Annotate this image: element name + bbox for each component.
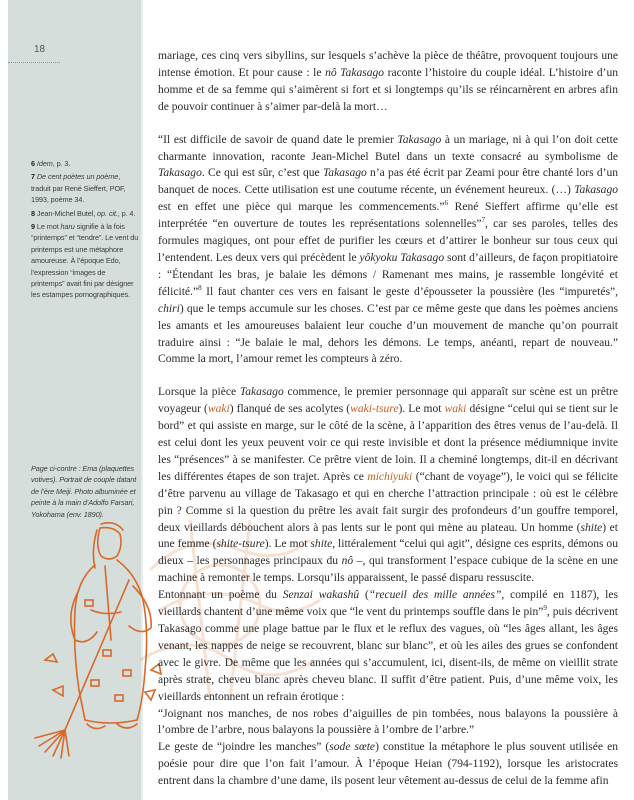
footnote-number: 7 bbox=[31, 172, 37, 182]
highlighted-term: waki bbox=[207, 403, 230, 416]
italic-term: shite bbox=[310, 538, 333, 551]
figure-with-broom-illustration bbox=[25, 520, 175, 760]
footnote-9 bbox=[31, 221, 139, 301]
footnote-6 bbox=[31, 158, 139, 169]
italic-term: sode sœte bbox=[329, 741, 376, 754]
italic-term: yôkyoku Takasago bbox=[359, 251, 445, 264]
text-run: , puis décrivent Takasago comme une plage battue par le flux et le reflux des vagues, où “les âges allant, les âges venant, les nappes de neige se recouvrent, blanc sur blanc”, et où les ailes des grues se confondent avec le givre. De même que les années qui s’accumulent, ici, disent-ils, de même on vieillit strate après strate, cheveu blanc après cheveu blanc. Il suffit d’être patient. Puis, d’une même voix, les vieillards entonnent un refrain érotique : bbox=[158, 606, 618, 703]
paragraph bbox=[158, 706, 618, 740]
paragraph bbox=[158, 48, 618, 116]
footnote-text: , p. 3. bbox=[52, 159, 71, 168]
footnote-7 bbox=[31, 171, 139, 205]
text-run: ) et une femme ( bbox=[158, 521, 618, 551]
italic-term: Takasago bbox=[397, 133, 442, 146]
text-run: “Joignant nos manches, de nos robes d’aiguilles de pin tombées, nous balayons la poussière à l’ombre de l’arbre, nous balayons la poussière à l’ombre de l’arbre.” bbox=[158, 707, 618, 737]
italic-term: nô Takasago bbox=[325, 66, 385, 79]
italic-term: shite-tsure bbox=[216, 538, 265, 551]
image-caption: Page ci-contre : Ema (plaquettes votives). Portrait de couple datant de l’ère Meiji. Photo albuminée et peinte à la main d’Adolfo Farsari, Yokohama (env. 1890). bbox=[31, 464, 137, 519]
paragraph bbox=[158, 739, 618, 790]
text-run: Il faut chanter ces vers en faisant le geste d’épousseter la poussière (les “impuretés”, bbox=[201, 285, 618, 298]
footnotes bbox=[31, 158, 139, 303]
text-run: ( bbox=[359, 589, 369, 602]
text-run: Entonnant un poème du bbox=[158, 589, 283, 602]
text-run: commence, le premier personnage qui apparaît sur scène est un prêtre voyageur ( bbox=[158, 386, 619, 416]
text-run: n’a pas été écrit par Zeami pour être chanté lors d’un banquet de noces. Cette utilisation est une coutume récente, un événement heureux. (…) bbox=[158, 167, 618, 197]
text-run: ). Le mot bbox=[264, 538, 311, 551]
paragraph bbox=[158, 587, 618, 705]
italic-term: shite bbox=[580, 521, 603, 534]
paragraph bbox=[158, 384, 618, 587]
paragraph bbox=[158, 132, 618, 369]
footnote-8 bbox=[31, 208, 139, 219]
footnote-text: De cent poètes un poème bbox=[36, 172, 119, 182]
footnote-text: Le mot bbox=[36, 222, 61, 232]
text-run: sont d’ailleurs, de façon propitiatoire : “Étendant les bras, je balaie les démons / Ramenant mes mains, je rassemble longévité et félicité.” bbox=[158, 251, 618, 298]
highlighted-term: michiyuki bbox=[367, 470, 413, 483]
text-run: est en effet une pièce qui marque les commencements.” bbox=[158, 201, 445, 214]
italic-term: nô bbox=[341, 555, 354, 568]
text-run: –, qui transforment l’espace cubique de la scène en une machine à remonter le temps. Lorsqu’ils apparaissent, le passé disparu ressuscite. bbox=[158, 555, 618, 585]
text-run: , car ses paroles, telles des formules magiques, ont pour effet de purifier les cœurs et d’attirer le bonheur sur tous ceux qui l’entendent. Les deux vers qui précèdent le bbox=[158, 218, 618, 264]
text-run: , littéralement “celui qui agit”, désigne ces esprits, démons ou dieux – les personnages principaux du bbox=[158, 538, 618, 568]
text-run: . Ce qui est sûr, c’est que bbox=[201, 167, 323, 180]
footnote-number: 9 bbox=[31, 222, 37, 232]
italic-term: Takasago bbox=[574, 184, 618, 197]
text-run: ). Le mot bbox=[398, 403, 445, 416]
footnote-text: Idem bbox=[36, 159, 53, 168]
footnote-number: 8 bbox=[31, 208, 37, 218]
italic-term: Senzai wakashû bbox=[282, 589, 360, 602]
italic-term: chiri bbox=[158, 302, 180, 315]
text-run: raconte l’histoire du couple idéal. L’histoire d’un homme et de sa femme qui s’aimèrent si fort et si longtemps qu’ils se réincarnèrent en arbres afin de pouvoir continuer à s’aimer par-delà la mort… bbox=[158, 66, 618, 113]
article-body bbox=[158, 48, 618, 790]
text-run: mariage, ces cinq vers sibyllins, sur lesquels s’achève la pièce de théâtre, provoquent toujours une intense émotion. Et pour cause : le bbox=[158, 50, 618, 79]
italic-term: Takasago bbox=[158, 167, 202, 180]
text-run: ) que le temps accumule sur les choses. C’est par ce même geste que dans les poèmes anciens les amants et les amoureuses balaient leur couche d’un mouvement de manche qu’on pourrait traduire ainsi : “Je balaie le mal, dehors les démons. Le temps, anéanti, repart de nouveau.” Comme la mort, l’amour remet les compteurs à zéro. bbox=[158, 302, 618, 366]
text-run: “Il est difficile de savoir de quand date le premier bbox=[158, 133, 398, 146]
footnote-text: , p. 4. bbox=[117, 208, 136, 218]
footnote-text: op. cit. bbox=[97, 208, 118, 218]
footnote-text: , traduit par René Sieffert, POF, 1993, poème 34. bbox=[31, 172, 126, 205]
text-run: (“chant de voyage”), le voici qui se félicite d’être parvenu au village de Takasago et qui en cherche l’attraction principale : où est le célèbre pin ? Comme si la question du prêtre les avait fait surgir des profondeurs d’un gouffre temporel, deux vieillards débouchent alors à pas lents sur le pont qui mène au plateau. Un homme ( bbox=[158, 470, 618, 534]
text-run: , compilé en 1187), les vieillards chantent d’une même voix que “le vent du printemps souffle dans le pin” bbox=[158, 589, 618, 619]
highlighted-term: waki-tsure bbox=[350, 403, 399, 416]
text-run: ) flanqué de ses acolytes ( bbox=[229, 403, 351, 416]
highlighted-term: waki bbox=[444, 403, 467, 416]
text-run: à un mariage, ni à qui l’on doit cette charmante innovation, raconte Jean-Michel Butel dans un texte consacré au symbolisme de bbox=[158, 133, 618, 163]
text-run: René Sieffert affirme qu’elle est interprétée “en ouverture de toutes les représentations solennelles” bbox=[158, 201, 618, 231]
footnote-ref: 8 bbox=[198, 283, 202, 292]
dotted-divider bbox=[8, 62, 60, 63]
footnote-text: haru bbox=[60, 222, 75, 232]
footnote-text: signifie à la fois “printemps” et “tendre”. Le vent du printemps est une métaphore amoureuse. À l’époque Edo, l’expression “images de printemps” avait fini par désigner les estampes pornographiques. bbox=[31, 222, 139, 300]
text-run: désigne “celui qui se tient sur le bord” et qui assiste en marge, sur le côté de la scène, à l’apparition des êtres venus de l’au-delà. Il est celui dont les yeux peuvent voir ce qui reste invisible et dont la présence médiumnique invite les “présences” à se manifester. Ce prêtre vient de loin. Il a cheminé longtemps, dit-il en décrivant les différentes étapes de son trajet. Après ce bbox=[158, 403, 618, 483]
text-run: ) constitue la métaphore le plus souvent utilisée en poésie pour dire que l’on fait l’amour. À l’époque Heian (794-1192), lorsque les aristocrates entrent dans la chambre d’une dame, ils posent leur vêtement au-dessus de celui de la femme afin bbox=[158, 741, 618, 788]
page-number: 18 bbox=[34, 44, 46, 55]
text-run: Le geste de “joindre les manches” ( bbox=[158, 741, 330, 754]
footnote-ref: 9 bbox=[543, 604, 547, 613]
italic-term: Takasago bbox=[239, 386, 284, 399]
footnote-number: 6 bbox=[31, 159, 37, 168]
footnote-text: Jean-Michel Butel, bbox=[36, 208, 98, 218]
text-run: Lorsque la pièce bbox=[158, 386, 240, 399]
italic-term: “recueil des mille années” bbox=[368, 589, 502, 602]
footnote-ref: 7 bbox=[481, 216, 486, 225]
italic-term: Takasago bbox=[322, 167, 367, 180]
footnote-ref: 6 bbox=[444, 199, 449, 208]
